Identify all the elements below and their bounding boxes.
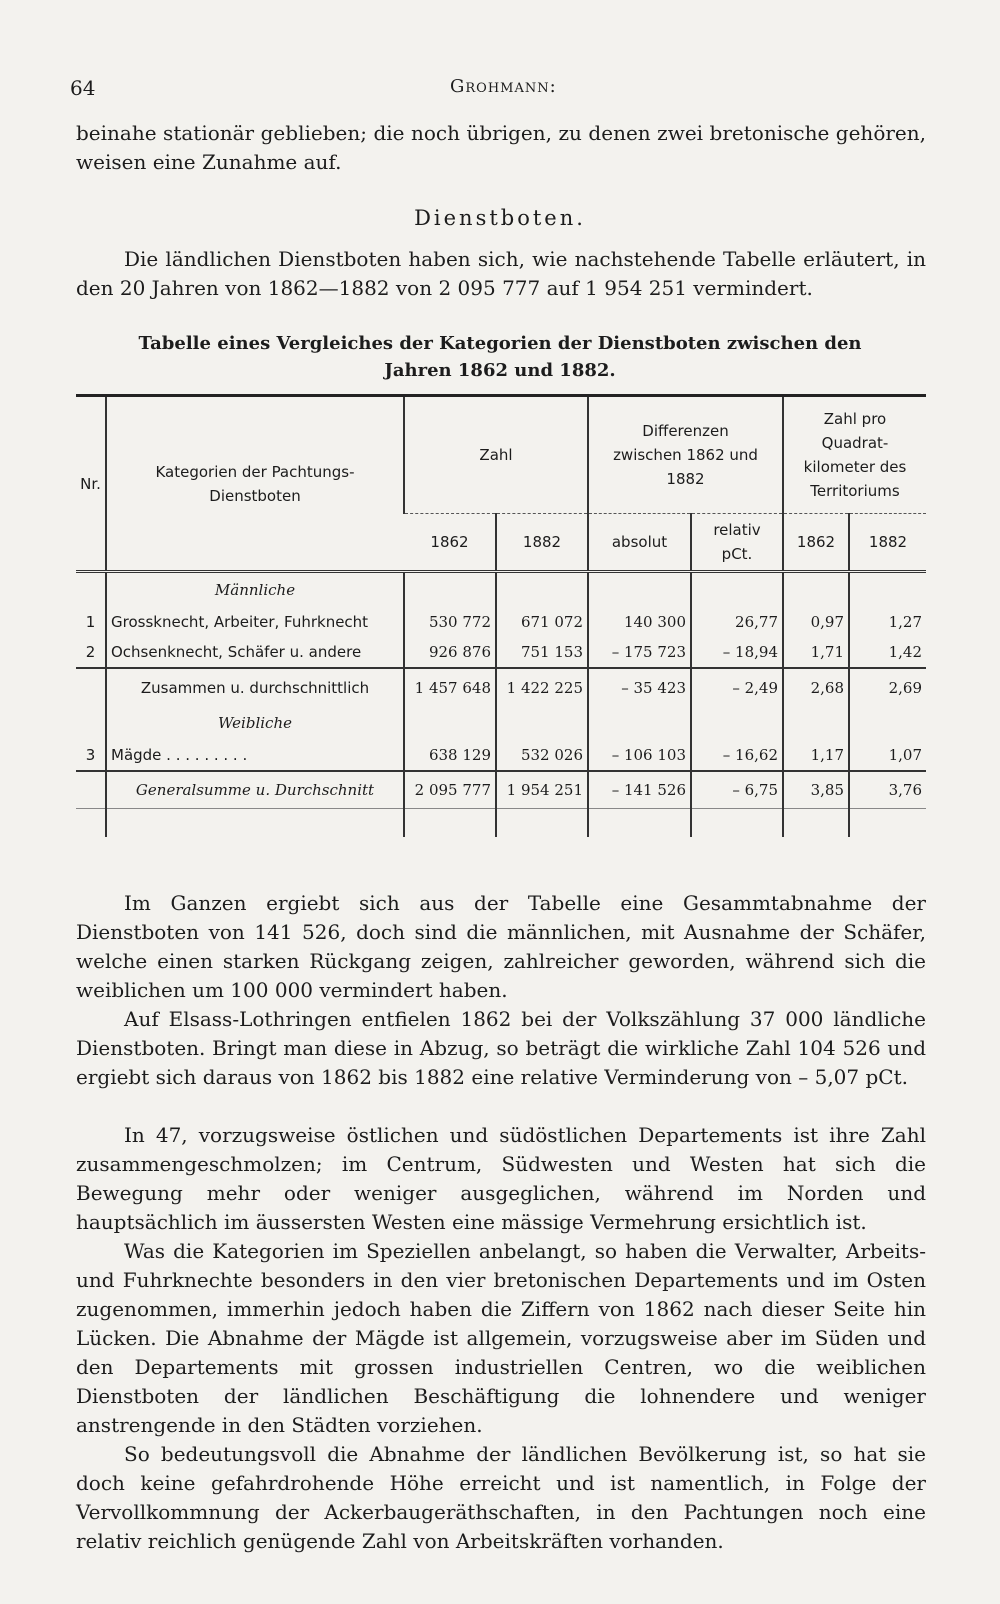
header-relativ: relativ pCt. [691,514,783,572]
body-paragraph-3: In 47, vorzugsweise östlichen und südöstlichen Departements ist ihre Zahl zusammengeschmolzen; im Centrum, Südwesten und Westen hat sich die Bewegung mehr oder weniger ausgeglichen, während im Norden und hauptsächlich im äussersten Westen eine mässige Vermehrung ersichtlich ist. [76,1123,926,1234]
header-km-1862: 1862 [783,514,849,572]
table-title: Tabelle eines Vergleiches der Kategorien der Dienstboten zwischen den Jahren 1862 und 1882. [138,333,862,381]
cell-zahl-1882: 1 422 225 [496,668,588,706]
body-paragraph-2: Auf Elsass-Lothringen entfielen 1862 bei der Volkszählung 37 000 ländliche Dienstboten. Bringt man diese in Abzug, so beträgt die wirkliche Zahl 104 526 und ergiebt sich daraus von 1862 bis 1882 eine relative Verminderung von – 5,07 pCt. [76,1007,926,1089]
section-heading: Dienstboten. [414,206,586,230]
cell-absolut: – 175 723 [588,637,691,668]
total-row [76,771,926,809]
table-row [76,607,926,637]
cell-zahl-1862: 638 129 [404,740,496,771]
header-kategorien: Kategorien der Pachtungs-Dienstboten [106,396,404,572]
table-row [76,740,926,771]
cell-zahl-1862: 1 457 648 [404,668,496,706]
section-label-male: Männliche [106,572,404,608]
cell-zahl-1862: 530 772 [404,607,496,637]
cell-relativ: – 6,75 [691,771,783,809]
cell-kategorie: Ochsenknecht, Schäfer u. andere [106,637,404,668]
cell-relativ: – 2,49 [691,668,783,706]
section-intro-paragraph: Die ländlichen Dienstboten haben sich, wie nachstehende Tabelle erläutert, in den 20 Jahren von 1862—1882 von 2 095 777 auf 1 954 251 vermindert. [76,247,926,300]
cell-kategorie: Mägde . . . . . . . . . [106,740,404,771]
cell-zahl-1882: 1 954 251 [496,771,588,809]
table-row [76,637,926,668]
cell-absolut: 140 300 [588,607,691,637]
cell-total-label: Generalsumme u. Durchschnitt [106,771,404,809]
cell-nr: 3 [85,746,96,764]
cell-km-1882: 1,42 [849,637,926,668]
cell-km-1882: 3,76 [849,771,926,809]
cell-nr: 1 [85,613,96,631]
cell-zahl-1862: 2 095 777 [404,771,496,809]
dienstboten-table [76,394,926,837]
cell-km-1862: 1,17 [783,740,849,771]
cell-km-1882: 1,07 [849,740,926,771]
cell-zahl-1882: 671 072 [496,607,588,637]
header-nr: Nr. [80,474,101,493]
cell-km-1862: 1,71 [783,637,849,668]
intro-paragraph: beinahe stationär geblieben; die noch übrigen, zu denen zwei bretonische gehören, weisen eine Zunahme auf. [76,121,926,174]
section-row-female [76,706,926,740]
cell-relativ: – 18,94 [691,637,783,668]
header-zahl-1862: 1862 [404,514,496,572]
cell-relativ: – 16,62 [691,740,783,771]
table-tail-row [76,809,926,838]
cell-zahl-1862: 926 876 [404,637,496,668]
header-pro-km: Zahl pro Quadrat-kilometer des Territoriums [783,396,926,514]
cell-kategorie: Grossknecht, Arbeiter, Fuhrknecht [106,607,404,637]
body-paragraph-4: Was die Kategorien im Speziellen anbelangt, so haben die Verwalter, Arbeits- und Fuhrknechte besonders in den vier bretonischen Departements und im Osten zugenommen, immerhin jedoch haben die Ziffern von 1862 nach dieser Seite hin Lücken. Die Abnahme der Mägde ist allgemein, vorzugsweise aber im Süden und den Departements mit grossen industriellen Centren, wo die weiblichen Dienstboten der ländlichen Beschäftigung die lohnendere und weniger anstrengende in den Städten vorziehen. [76,1239,926,1437]
cell-absolut: – 141 526 [588,771,691,809]
cell-zahl-1882: 751 153 [496,637,588,668]
cell-km-1882: 1,27 [849,607,926,637]
header-absolut: absolut [588,514,691,572]
header-zahl-1882: 1882 [496,514,588,572]
cell-absolut: – 106 103 [588,740,691,771]
header-km-1882: 1882 [849,514,926,572]
cell-subtotal-label: Zusammen u. durchschnittlich [106,668,404,706]
cell-zahl-1882: 532 026 [496,740,588,771]
body-paragraph-1: Im Ganzen ergiebt sich aus der Tabelle eine Gesammtabnahme der Dienstboten von 141 526, doch sind die männlichen, mit Ausnahme der Schäfer, welche einen starken Rückgang zeigen, zahlreicher geworden, während sich die weiblichen um 100 000 vermindert haben. [76,891,926,1002]
cell-absolut: – 35 423 [588,668,691,706]
subtotal-row [76,668,926,706]
cell-km-1862: 3,85 [783,771,849,809]
body-paragraph-5: So bedeutungsvoll die Abnahme der ländlichen Bevölkerung ist, so hat sie doch keine gefahrdrohende Höhe erreicht und ist namentlich, in Folge der Vervollkommnung der Ackerbaugeräthschaften, in den Pachtungen noch eine relativ reichlich genügende Zahl von Arbeitskräften vorhanden. [76,1442,926,1553]
section-label-female: Weibliche [106,706,404,740]
cell-km-1862: 0,97 [783,607,849,637]
section-row-male [76,572,926,608]
cell-km-1862: 2,68 [783,668,849,706]
cell-relativ: 26,77 [691,607,783,637]
running-head: Grohmann: [450,76,557,97]
header-differenzen: Differenzen zwischen 1862 und 1882 [588,396,783,514]
cell-km-1882: 2,69 [849,668,926,706]
header-zahl: Zahl [404,396,588,514]
cell-nr: 2 [85,643,96,661]
page-number: 64 [70,76,96,100]
